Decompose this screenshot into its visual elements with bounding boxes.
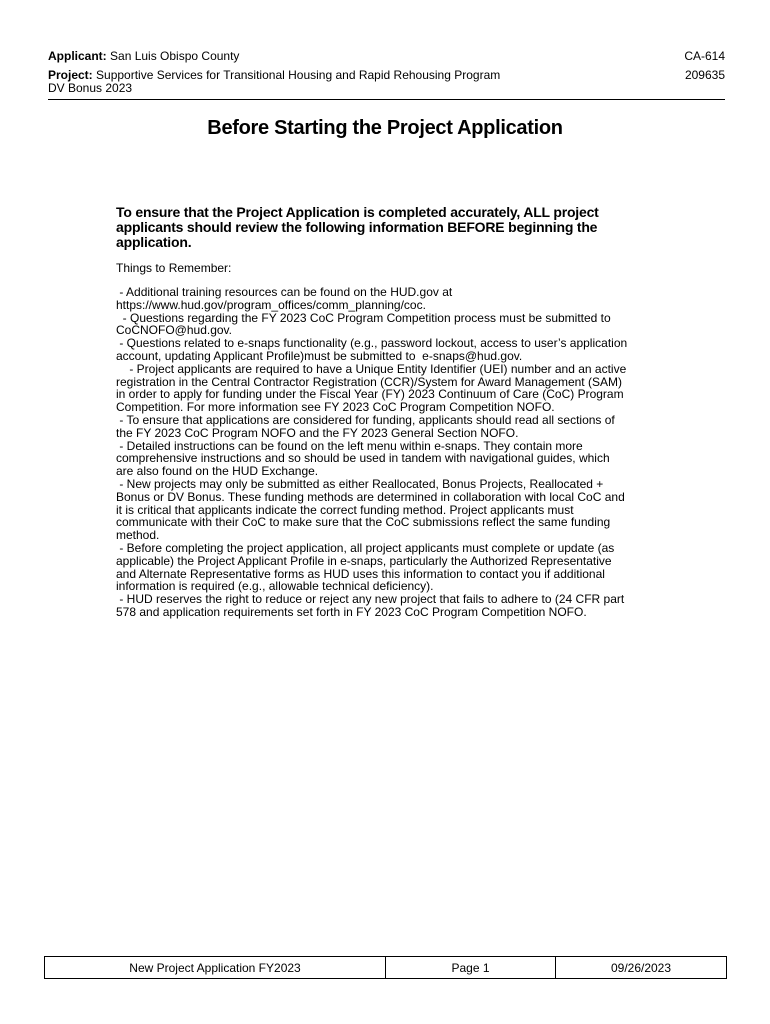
footer-date: 09/26/2023 bbox=[610, 960, 672, 975]
footer-form-name: New Project Application FY2023 bbox=[45, 957, 386, 978]
page-title: Before Starting the Project Application bbox=[207, 117, 563, 139]
application-number: 209635 bbox=[684, 68, 725, 82]
header-divider bbox=[48, 99, 725, 100]
header-row-applicant bbox=[48, 50, 725, 63]
project-line-2: DV Bonus 2023 bbox=[48, 81, 133, 95]
document-header bbox=[48, 50, 725, 95]
applicant-value: San Luis Obispo County bbox=[110, 49, 240, 63]
instructions-body: - Additional training resources can be found on the HUD.gov at https://www.hud.gov/program_offices/comm_planning/coc. - Questions regarding the FY 2023 CoC Program Competition process must be submitted to CoCNOFO@hud.gov. - Questions related to e-snaps functionality (e.g., password lockout, access to user’s application account, updating Applicant Profile)must be submitted to e-snaps@hud.gov. - Project applicants are required to have a Unique Entity Identifier (UEI) number and an active registration in the Central Contractor Registration (CCR)/System for Award Management (SAM) in order to apply for funding under the Fiscal Year (FY) 2023 Continuum of Care (CoC) Program Competition. For more information see FY 2023 CoC Program Competition NOFO. - To ensure that applications are considered for funding, applicants should read all sections of the FY 2023 CoC Program NOFO and the FY 2023 General Section NOFO. - Detailed instructions can be found on the left menu within e-snaps. They contain more comprehensive instructions and so should be used in tandem with navigational guides, which are also found on the HUD Exchange. - New projects may only be submitted as either Reallocated, Bonus Projects, Reallocated + Bonus or DV Bonus. These funding methods are determined in collaboration with local CoC and it is critical that applicants indicate the correct funding method. Project applicants must communicate with their CoC to make sure that the CoC submissions reflect the same funding method. - Before completing the project application, all project applicants must complete or update (as applicable) the Project Applicant Profile in e-snaps, particularly the Authorized Representative and Alternate Representative forms as HUD uses this information to contact you if additional information is required (e.g., allowable technical deficiency). - HUD reserves the right to reduce or reject any new project that fails to adhere to (24 CFR part 578 and application requirements set forth in FY 2023 CoC Program Competition NOFO. bbox=[116, 285, 628, 619]
page-footer bbox=[44, 956, 727, 979]
project-label: Project: bbox=[48, 68, 93, 82]
project-value: Supportive Services for Transitional Housing and Rapid Rehousing Program bbox=[96, 68, 501, 82]
applicant-label: Applicant: bbox=[48, 49, 107, 63]
footer-page-number: Page 1 bbox=[386, 957, 556, 978]
header-row-project bbox=[48, 69, 725, 82]
applicant-line bbox=[48, 50, 239, 63]
things-to-remember-heading: Things to Remember: bbox=[116, 261, 232, 275]
coc-code: CA-614 bbox=[684, 49, 725, 63]
intro-paragraph: To ensure that the Project Application is completed accurately, ALL project applicants should review the following information BEFORE beginning the application. bbox=[116, 204, 599, 250]
